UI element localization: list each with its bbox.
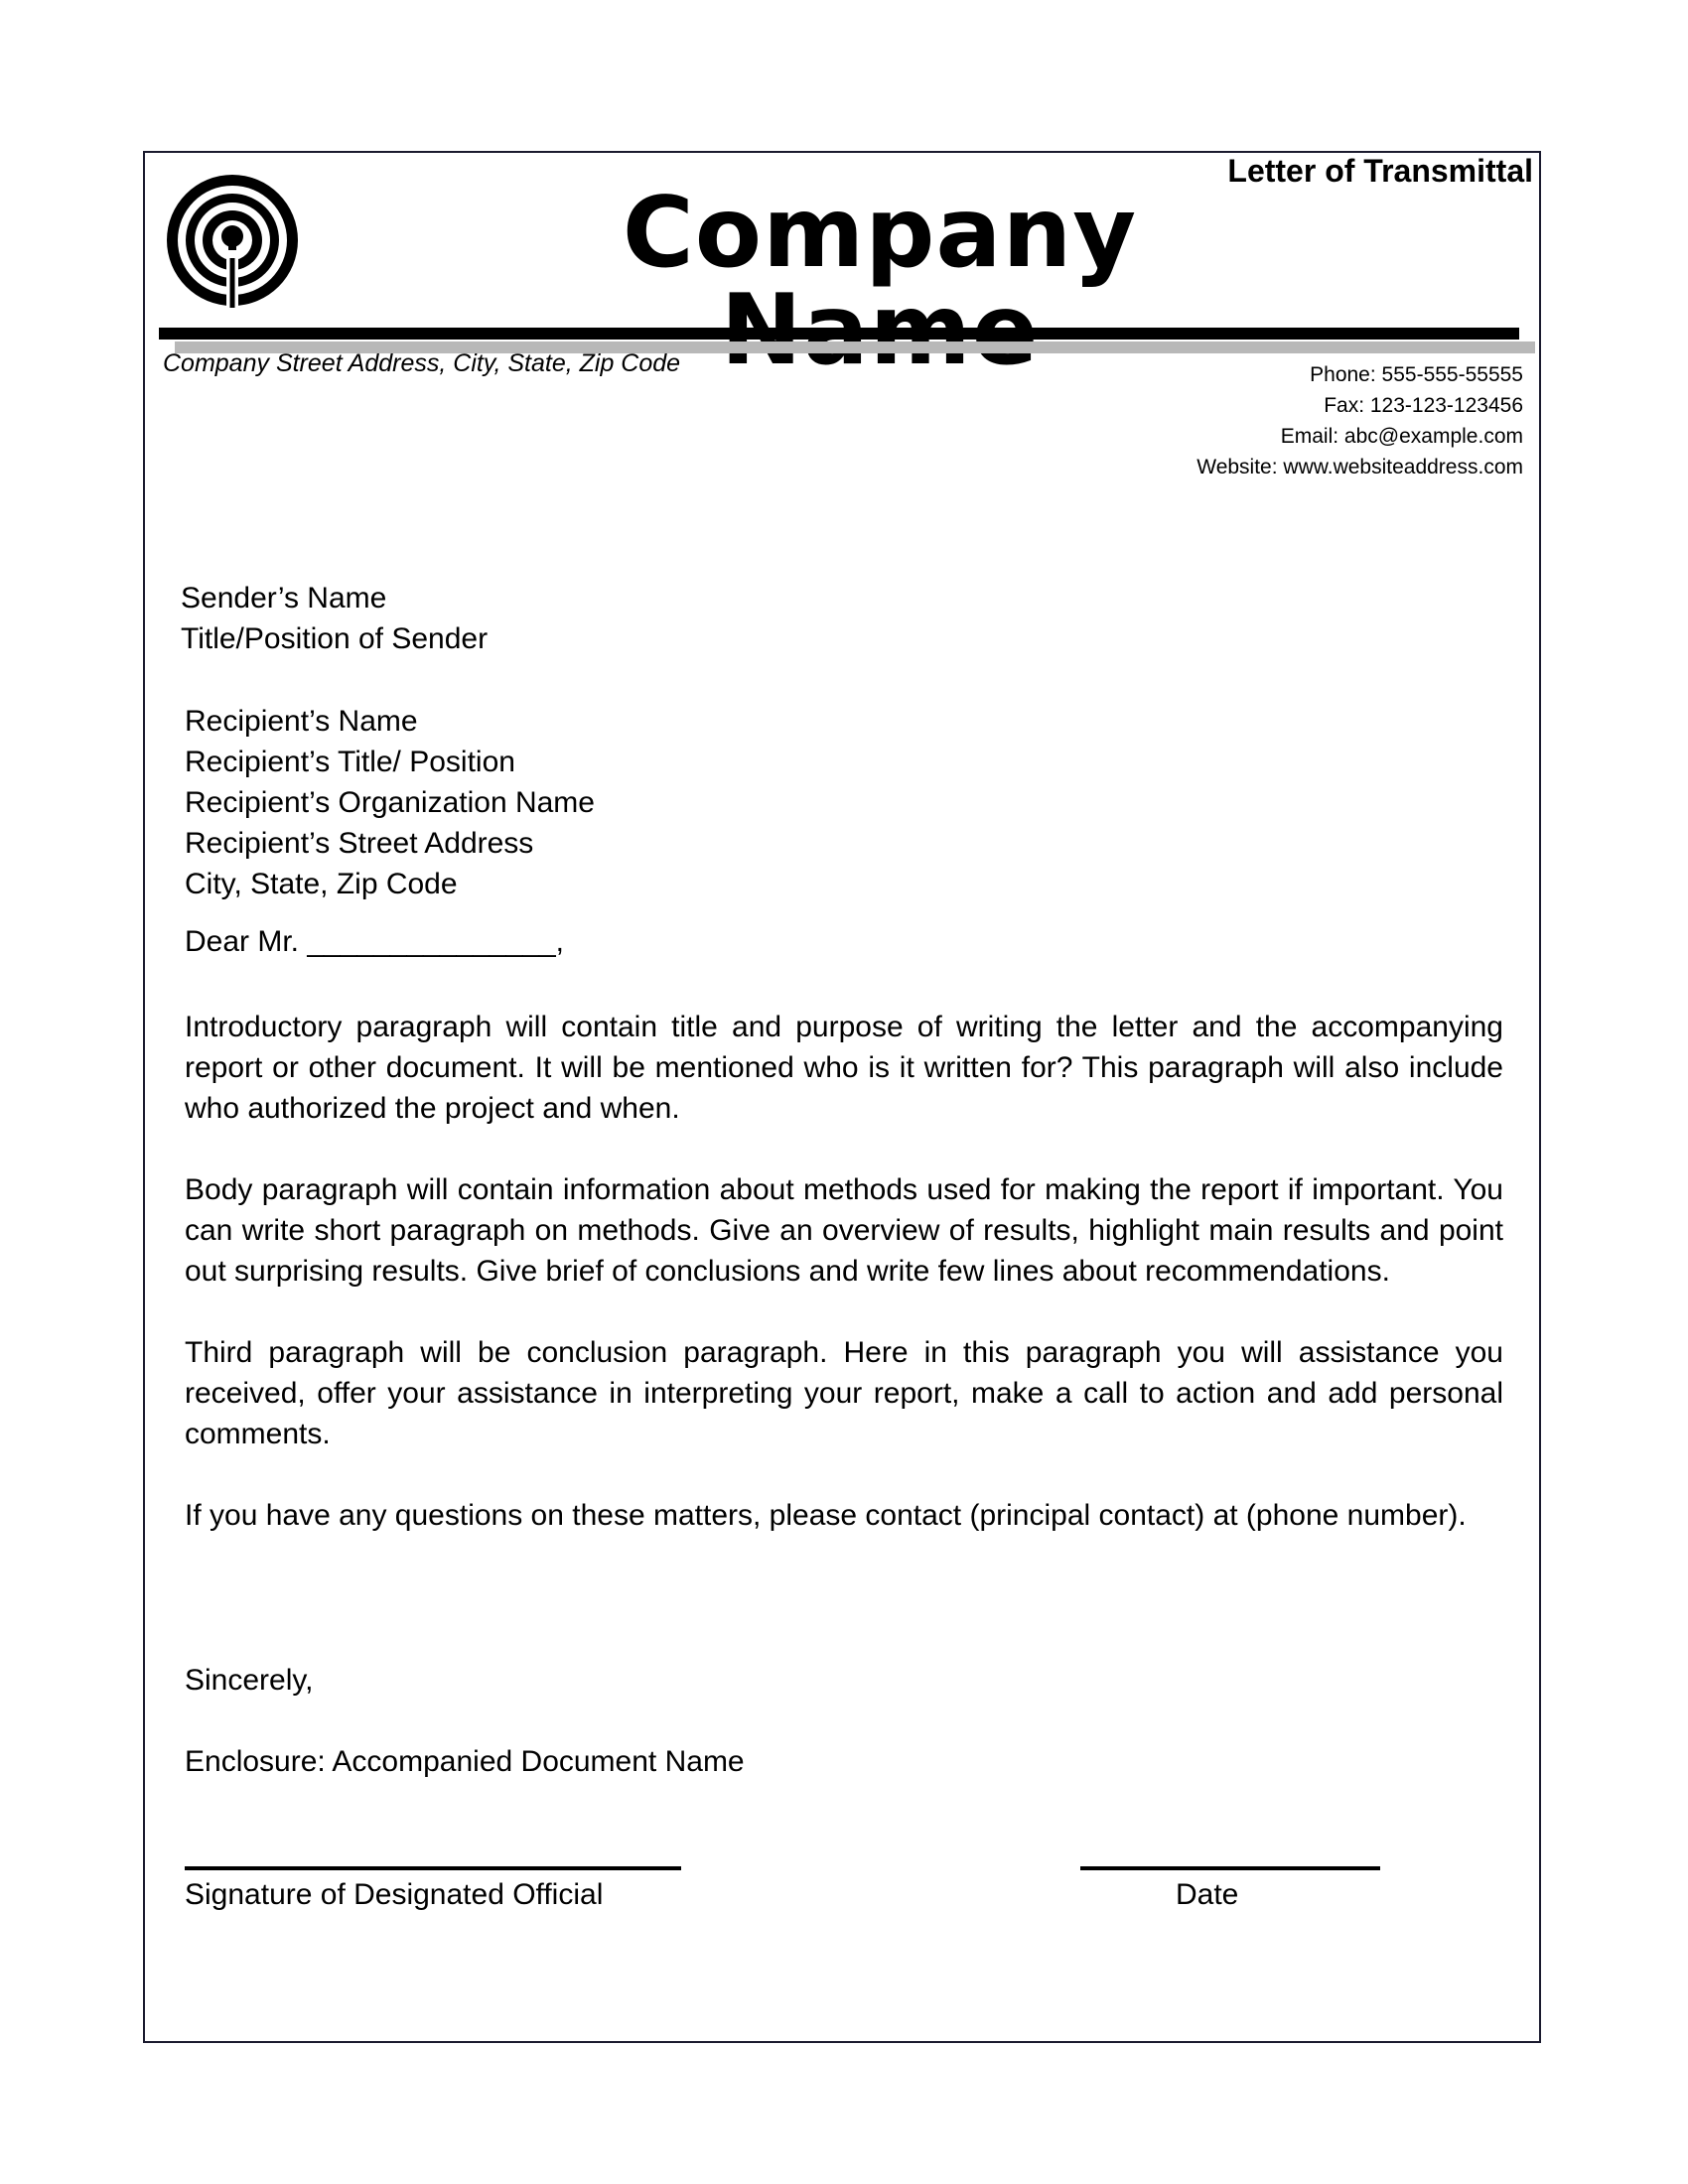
recipient-block: [185, 701, 595, 904]
recipient-street: Recipient’s Street Address: [185, 827, 534, 860]
contact-paragraph: If you have any questions on these matters, please contact (principal contact) at (phone number).: [185, 1499, 1467, 1532]
date-label: Date: [1176, 1878, 1239, 1911]
email-line: Email: abc@example.com: [1280, 425, 1523, 448]
recipient-city: City, State, Zip Code: [185, 868, 458, 900]
signature-label: Signature of Designated Official: [185, 1878, 604, 1911]
date-line: [1080, 1866, 1380, 1870]
sender-block: [181, 578, 488, 659]
letter-frame: [143, 151, 1541, 2043]
phone-line: Phone: 555-555-55555: [1310, 363, 1523, 386]
document-type-title: Letter of Transmittal: [1227, 153, 1533, 189]
sender-title: Title/Position of Sender: [181, 622, 489, 655]
closing: Sincerely,: [185, 1664, 314, 1697]
sender-name: Sender’s Name: [181, 582, 387, 614]
header-rule: [159, 328, 1519, 340]
signature-line: [185, 1866, 681, 1870]
recipient-name: Recipient’s Name: [185, 705, 418, 738]
company-logo-icon: [165, 173, 300, 308]
conclusion-paragraph: Third paragraph will be conclusion paragraph. Here in this paragraph you will assistance you received, offer your assistance in interpreting your report, make a call to action and add personal comments.: [185, 1336, 1503, 1450]
contact-block: [1196, 359, 1523, 482]
enclosure-line: Enclosure: Accompanied Document Name: [185, 1745, 745, 1778]
company-address: Company Street Address, City, State, Zip Code: [163, 349, 681, 377]
intro-paragraph: Introductory paragraph will contain title and purpose of writing the letter and the accompanying report or other document. It will be mentioned who is it written for? This paragraph will also include who authorized the project and when.: [185, 1011, 1503, 1125]
recipient-title: Recipient’s Title/ Position: [185, 746, 515, 778]
salutation: Dear Mr. _______________,: [185, 925, 564, 958]
company-name: Company: [622, 177, 1138, 290]
recipient-organization: Recipient’s Organization Name: [185, 786, 595, 819]
letter-body: [185, 1007, 1503, 1576]
body-paragraph: Body paragraph will contain information about methods used for making the report if important. You can write short paragraph on methods. Give an overview of results, highlight main results and point out surprising results. Give brief of conclusions and write few lines about recommendations.: [185, 1173, 1503, 1288]
fax-line: Fax: 123-123-123456: [1324, 394, 1523, 417]
website-line: Website: www.websiteaddress.com: [1196, 456, 1523, 478]
